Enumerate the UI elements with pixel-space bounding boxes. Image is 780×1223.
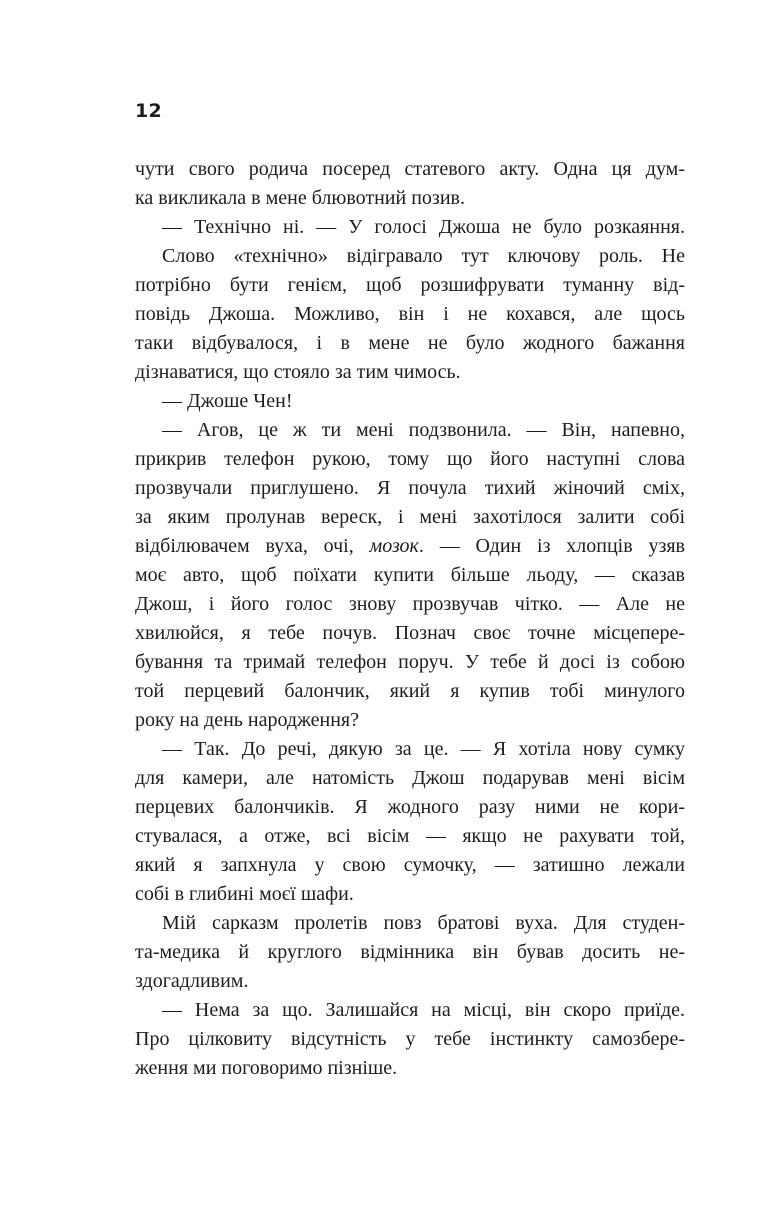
text-line (135, 271, 685, 300)
paragraph (135, 996, 685, 1083)
text-segment: повідь Джоша. Можливо, він і не кохався, але щось (135, 303, 685, 325)
paragraph (135, 909, 685, 996)
text-line (135, 735, 685, 764)
text-segment: — Агов, це ж ти мені подзвонила. — Він, напевно, (162, 419, 685, 441)
text-segment: бування та тримай телефон поруч. У тебе й досі із собою (135, 651, 685, 673)
page-number: 12 (135, 100, 163, 122)
text-segment: відбілювачем вуха, очі, (135, 535, 370, 557)
italic-text: мозок (369, 535, 419, 557)
text-segment: собі в глибині моєї шафи. (135, 883, 354, 905)
text-segment: дізнаватися, що стояло за тим чимось. (135, 361, 461, 383)
text-line (135, 938, 685, 967)
text-line (135, 880, 685, 909)
text-line (135, 822, 685, 851)
text-line (135, 242, 685, 271)
text-line (135, 996, 685, 1025)
text-segment: ка викликала в мене блювотний позив. (135, 187, 465, 209)
text-line (135, 503, 685, 532)
text-line (135, 851, 685, 880)
text-segment: той перцевий балончик, який я купив тобі минулого (135, 680, 685, 702)
text-line (135, 474, 685, 503)
text-segment: перцевих балончиків. Я жодного разу ними не кори- (135, 796, 685, 818)
text-segment: — Нема за що. Залишайся на місці, він скоро приїде. (162, 999, 685, 1021)
text-line (135, 155, 685, 184)
text-line (135, 619, 685, 648)
text-segment: — Джоше Чен! (162, 390, 293, 412)
text-segment: моє авто, щоб поїхати купити більше льоду, — сказав (135, 564, 685, 586)
paragraph (135, 387, 685, 416)
paragraph (135, 735, 685, 909)
text-line (135, 358, 685, 387)
text-segment: та-медика й круглого відмінника він бував досить не- (135, 941, 685, 963)
text-line (135, 764, 685, 793)
text-line (135, 706, 685, 735)
text-segment: — Технічно ні. — У голосі Джоша не було розкаяння. (162, 216, 685, 238)
text-line (135, 677, 685, 706)
text-line (135, 416, 685, 445)
paragraph (135, 416, 685, 735)
text-segment: за яким пролунав вереск, і мені захотілося залити собі (135, 506, 685, 528)
text-line (135, 213, 685, 242)
text-segment: чути свого родича посеред статевого акту. Одна ця дум- (135, 158, 685, 180)
text-line (135, 184, 685, 213)
text-segment: хвилюйся, я тебе почув. Познач своє точне місцепере- (135, 622, 685, 644)
text-segment: для камери, але натомість Джош подарував мені вісім (135, 767, 685, 789)
text-line (135, 590, 685, 619)
text-segment: який я запхнула у свою сумочку, — затишно лежали (135, 854, 685, 876)
text-segment: Про цілковиту відсутність у тебе інстинкту самозбере- (135, 1028, 685, 1050)
text-segment: потрібно бути генієм, щоб розшифрувати туманну від- (135, 274, 685, 296)
text-line (135, 445, 685, 474)
text-segment: здогадливим. (135, 970, 249, 992)
text-segment: прозвучали приглушено. Я почула тихий жіночий сміх, (135, 477, 685, 499)
text-line (135, 329, 685, 358)
text-segment: Слово «технічно» відігравало тут ключову роль. Не (162, 245, 685, 267)
text-segment: Мій сарказм пролетів повз братові вуха. Для студен- (162, 912, 685, 934)
paragraph (135, 213, 685, 242)
text-segment: року на день народження? (135, 709, 359, 731)
text-segment: стувалася, а отже, всі вісім — якщо не рахувати той, (135, 825, 685, 847)
text-segment: таки відбувалося, і в мене не було жодного бажання (135, 332, 685, 354)
text-line (135, 1025, 685, 1054)
text-line (135, 648, 685, 677)
text-line (135, 561, 685, 590)
text-segment: ження ми поговоримо пізніше. (135, 1057, 398, 1079)
text-line (135, 967, 685, 996)
text-line (135, 387, 685, 416)
text-segment: Джош, і його голос знову прозвучав чітко. — Але не (135, 593, 685, 615)
paragraph (135, 155, 685, 213)
text-line (135, 793, 685, 822)
text-line (135, 300, 685, 329)
text-segment: — Так. До речі, дякую за це. — Я хотіла нову сумку (162, 738, 685, 760)
text-segment: прикрив телефон рукою, тому що його наступні слова (135, 448, 685, 470)
text-line (135, 1054, 685, 1083)
text-segment: . — Один із хлопців узяв (418, 535, 685, 557)
paragraph (135, 242, 685, 387)
text-line (135, 532, 685, 561)
text-line (135, 909, 685, 938)
text-block (135, 155, 685, 1083)
